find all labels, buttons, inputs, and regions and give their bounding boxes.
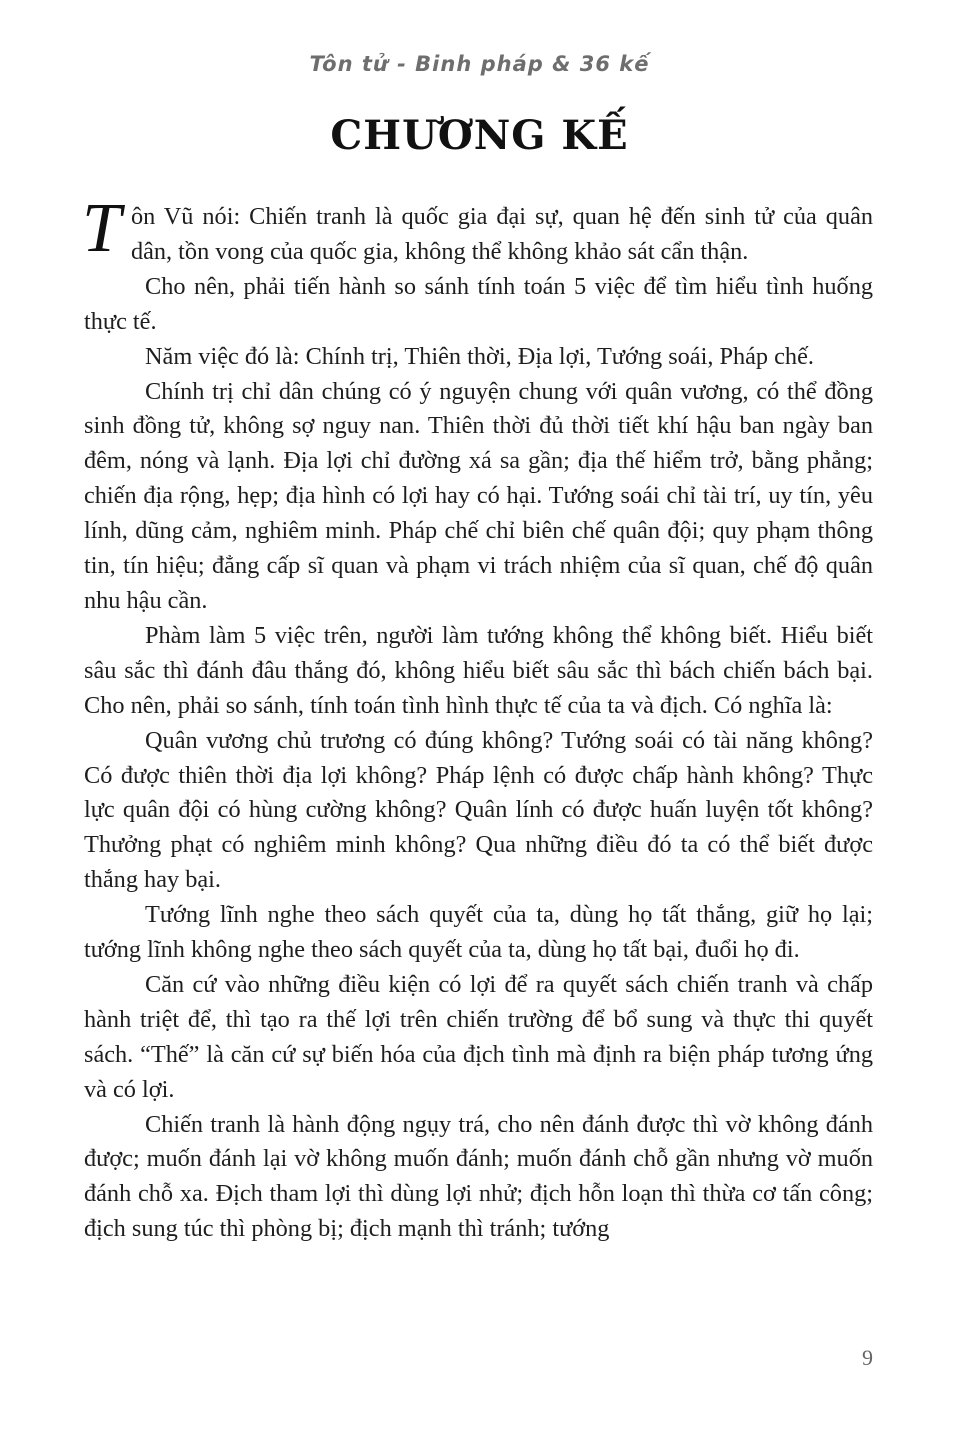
paragraph-7: Tướng lĩnh nghe theo sách quyết của ta, dùng họ tất thắng, giữ họ lại; tướng lĩnh không nghe theo sách quyết của ta, dùng họ tất bại, đuổi họ đi.	[84, 901, 873, 964]
page-number: 9	[862, 1345, 873, 1370]
paragraph-9: Chiến tranh là hành động ngụy trá, cho nên đánh được thì vờ không đánh được; muốn đánh lại vờ không muốn đánh; muốn đánh chỗ gần nhưng vờ muốn đánh chỗ xa. Địch tham lợi thì dùng lợi nhử; địch hỗn loạn thì thừa cơ tấn công; địch sung túc thì phòng bị; địch mạnh thì tránh; tướng	[84, 1110, 873, 1243]
chapter-title: CHƯƠNG KẾ	[330, 112, 629, 159]
paragraph-6: Quân vương chủ trương có đúng không? Tướng soái có tài năng không? Có được thiên thời địa lợi không? Pháp lệnh có được chấp hành không? Thực lực quân đội có hùng cường không? Quân lính có được huấn luyện tốt không? Thưởng phạt có nghiêm minh không? Qua những điều đó ta có thể biết được thắng hay bại.	[84, 726, 873, 894]
paragraph-4: Chính trị chỉ dân chúng có ý nguyện chung với quân vương, có thể đồng sinh đồng tử, không sợ nguy nan. Thiên thời đủ thời tiết khí hậu ban ngày ban đêm, nóng và lạnh. Địa lợi chỉ đường xá sa gần; địa thế hiểm trở, bằng phẳng; chiến địa rộng, hẹp; địa hình có lợi hay có hại. Tướng soái chỉ tài trí, uy tín, yêu lính, dũng cảm, nghiêm minh. Pháp chế chỉ biên chế quân đội; quy phạm thông tin, tín hiệu; đẳng cấp sĩ quan và phạm vi trách nhiệm của sĩ quan, chế độ quân nhu hậu cần.	[84, 377, 873, 614]
paragraph-8: Căn cứ vào những điều kiện có lợi để ra quyết sách chiến tranh và chấp hành triệt để, thì tạo ra thế lợi trên chiến trường để bổ sung và thực thi quyết sách. “Thế” là căn cứ sự biến hóa của địch tình mà định ra biện pháp tương ứng và có lợi.	[84, 970, 873, 1103]
paragraph-3: Năm việc đó là: Chính trị, Thiên thời, Địa lợi, Tướng soái, Pháp chế.	[145, 342, 814, 370]
paragraph-1	[82, 190, 873, 270]
paragraph-5: Phàm làm 5 việc trên, người làm tướng không thể không biết. Hiểu biết sâu sắc thì đánh đâu thắng đó, không hiểu biết sâu sắc thì bách chiến bách bại. Cho nên, phải so sánh, tính toán tình hình thực tế của ta và địch. Có nghĩa là:	[84, 621, 873, 719]
dropcap: T	[82, 190, 121, 267]
body-text	[82, 190, 873, 1247]
running-header: Tôn tử - Binh pháp & 36 kế	[309, 52, 650, 76]
paragraph-2: Cho nên, phải tiến hành so sánh tính toán 5 việc để tìm hiểu tình huống thực tế.	[84, 272, 873, 335]
paragraph-1-text: ôn Vũ nói: Chiến tranh là quốc gia đại sự, quan hệ đến sinh tử của quân dân, tồn vong của quốc gia, không thể không khảo sát cẩn thận.	[130, 203, 873, 265]
